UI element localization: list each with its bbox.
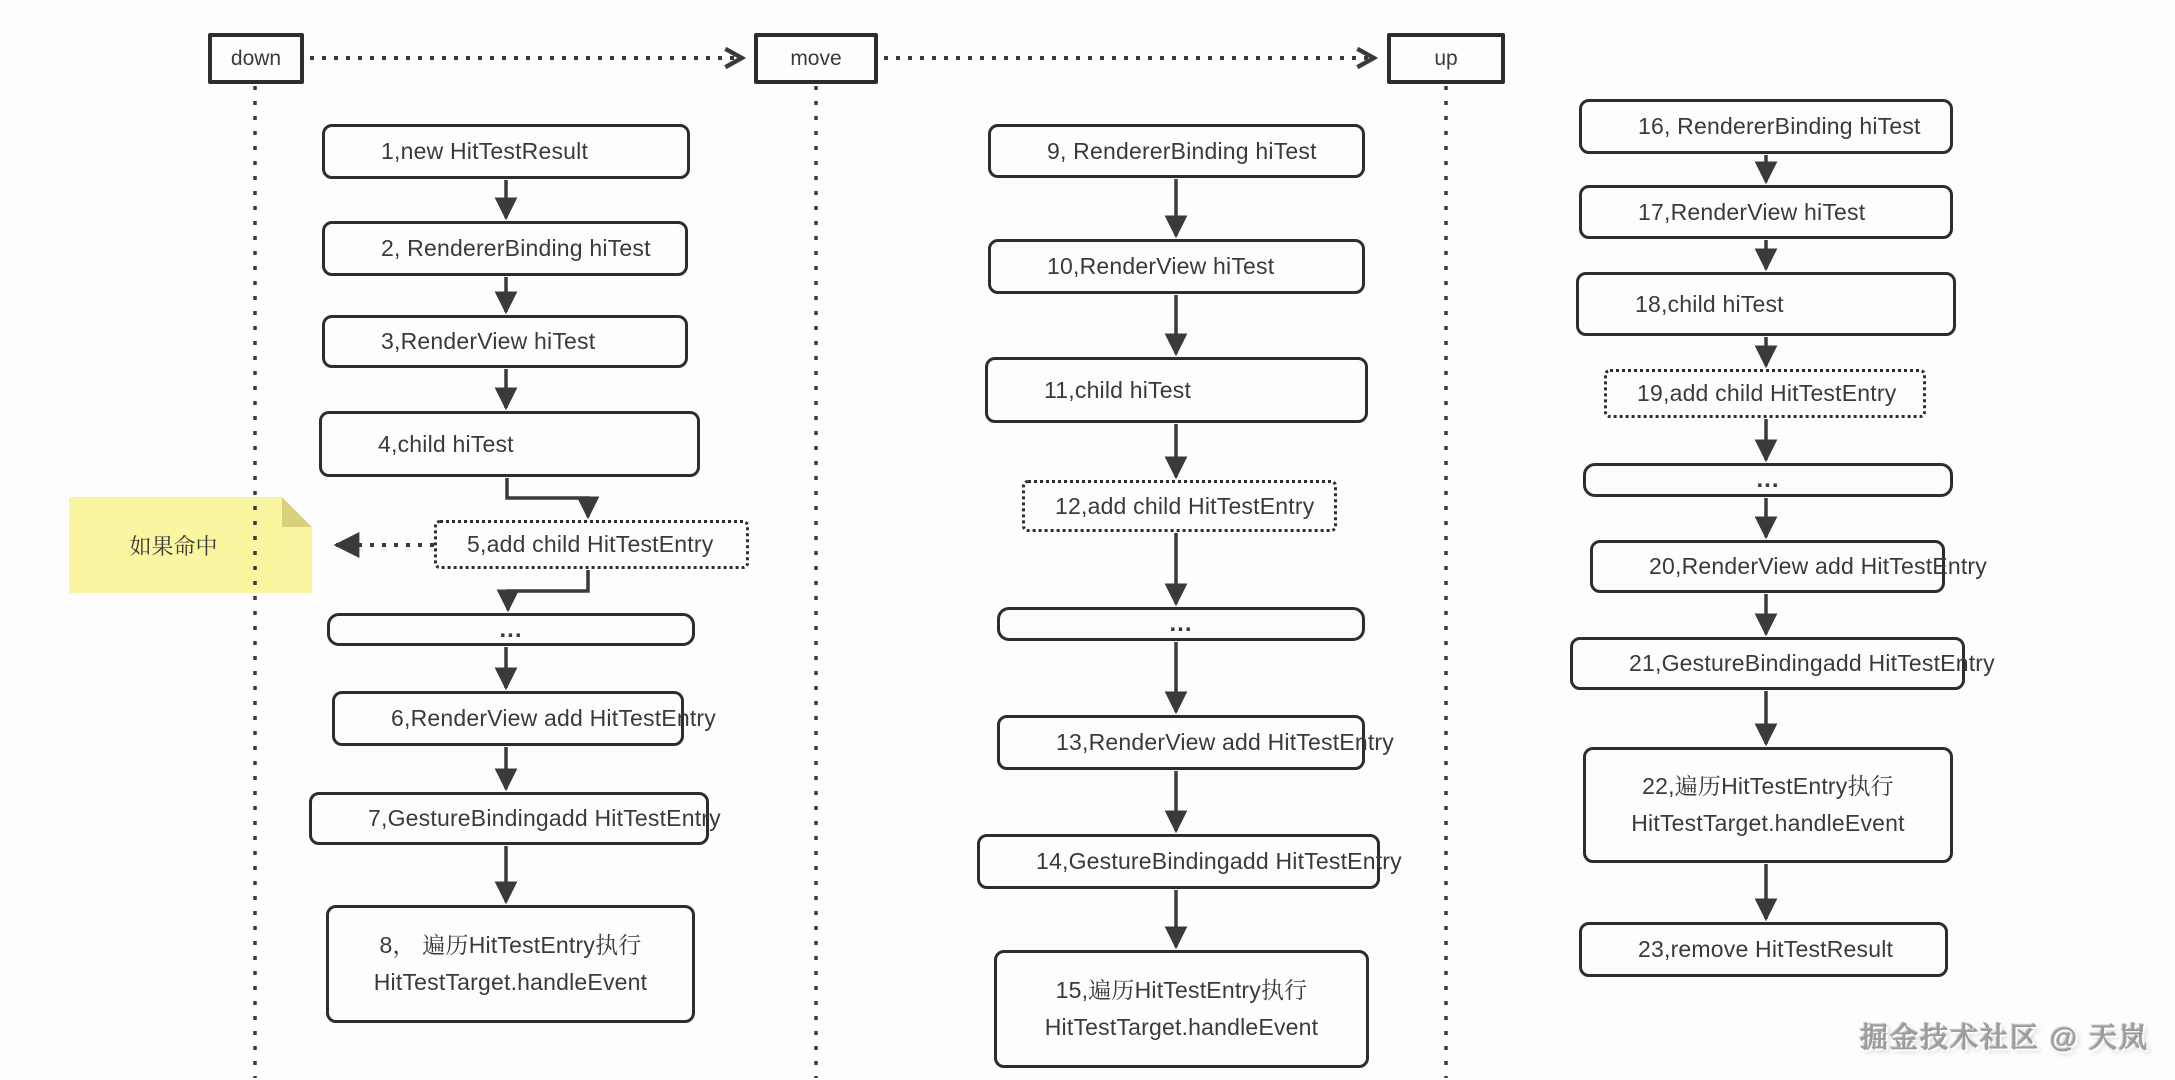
event-box-up: [1387, 33, 1505, 84]
flow-node-1-label: 1,new HitTestResult: [381, 138, 589, 164]
flow-node-9-label: 9, RendererBinding hiTest: [1047, 137, 1317, 164]
event-box-down: [208, 33, 304, 84]
flow-node-15-line2: HitTestTarget.handleEvent: [1044, 1014, 1319, 1040]
flow-node-8: [326, 905, 695, 1023]
arrow-5-ellipsis: [508, 570, 588, 610]
flow-node-11-label: 11,child hiTest: [1044, 376, 1192, 403]
flow-node-15-line1: 15,遍历HitTestEntry执行: [1055, 977, 1308, 1004]
flow-node-8-line1: 8， 遍历HitTestEntry执行: [379, 932, 642, 959]
flow-node-16: [1579, 99, 1953, 154]
flow-node-3-label: 3,RenderView hiTest: [381, 328, 596, 354]
flow-node-11: [985, 357, 1368, 423]
folded-corner-icon: [282, 497, 312, 527]
flow-node-4: [319, 411, 700, 477]
ellipsis-node-move: [997, 607, 1365, 641]
flow-node-1: [322, 124, 690, 179]
event-label-down: down: [230, 46, 282, 70]
flow-node-18: [1576, 272, 1956, 336]
event-box-move: [754, 33, 878, 84]
flow-node-21: [1570, 637, 1995, 690]
flow-node-17: [1579, 185, 1953, 239]
flow-node-12-label: 12,add child HitTestEntry: [1055, 492, 1315, 519]
flow-node-19: [1604, 369, 1926, 418]
ellipsis-node-up: [1583, 463, 1953, 497]
flow-node-18-label: 18,child hiTest: [1635, 290, 1784, 317]
flow-node-10: [988, 239, 1365, 294]
ellipsis-node-move-label: ...: [1169, 610, 1193, 637]
flow-node-7: [309, 792, 721, 845]
flow-node-15: [994, 950, 1369, 1068]
sticky-note-label: 如果命中: [129, 533, 218, 559]
flow-node-13: [997, 715, 1394, 770]
watermark-label: 掘金技术社区 @ 天岚: [1860, 1022, 2149, 1053]
flow-node-20-label: 20,RenderView add HitTestEntry: [1649, 553, 1987, 579]
arrow-4-5: [507, 478, 588, 517]
flow-node-12: [1022, 480, 1337, 532]
sticky-note: [69, 497, 312, 593]
flow-node-10-label: 10,RenderView hiTest: [1047, 253, 1275, 279]
flow-node-14: [977, 834, 1402, 889]
flow-node-13-label: 13,RenderView add HitTestEntry: [1056, 729, 1394, 755]
event-label-up: up: [1434, 46, 1458, 70]
flow-node-23: [1579, 922, 1948, 977]
flow-node-22-line2: HitTestTarget.handleEvent: [1631, 810, 1905, 836]
flow-node-20: [1590, 540, 1987, 593]
flow-node-17-label: 17,RenderView hiTest: [1638, 198, 1866, 225]
flow-node-9: [988, 124, 1365, 178]
flow-node-19-label: 19,add child HitTestEntry: [1637, 380, 1897, 406]
flow-node-2: [322, 221, 688, 276]
ellipsis-node-down: [327, 613, 695, 646]
flow-node-4-label: 4,child hiTest: [378, 430, 514, 457]
ellipsis-node-down-label: ...: [499, 615, 523, 643]
flow-node-23-label: 23,remove HitTestResult: [1638, 936, 1894, 962]
flow-node-5-label: 5,add child HitTestEntry: [467, 531, 714, 557]
flow-node-6: [332, 691, 716, 746]
flow-node-7-label: 7,GestureBindingadd HitTestEntry: [368, 805, 721, 831]
flow-node-3: [322, 315, 688, 368]
flow-node-16-label: 16, RendererBinding hiTest: [1638, 113, 1921, 139]
flow-node-5: [434, 520, 749, 569]
flow-node-21-label: 21,GestureBindingadd HitTestEntry: [1629, 650, 1995, 676]
flow-node-2-label: 2, RendererBinding hiTest: [381, 235, 651, 261]
ellipsis-node-up-label: ...: [1756, 466, 1780, 493]
flow-node-14-label: 14,GestureBindingadd HitTestEntry: [1036, 848, 1402, 874]
flow-node-8-line2: HitTestTarget.handleEvent: [373, 969, 648, 995]
flow-node-6-label: 6,RenderView add HitTestEntry: [391, 705, 716, 731]
event-label-move: move: [790, 46, 842, 70]
flow-node-22-line1: 22,遍历HitTestEntry执行: [1642, 773, 1894, 800]
watermark: [1860, 1016, 2149, 1056]
flow-node-22: [1583, 747, 1953, 863]
